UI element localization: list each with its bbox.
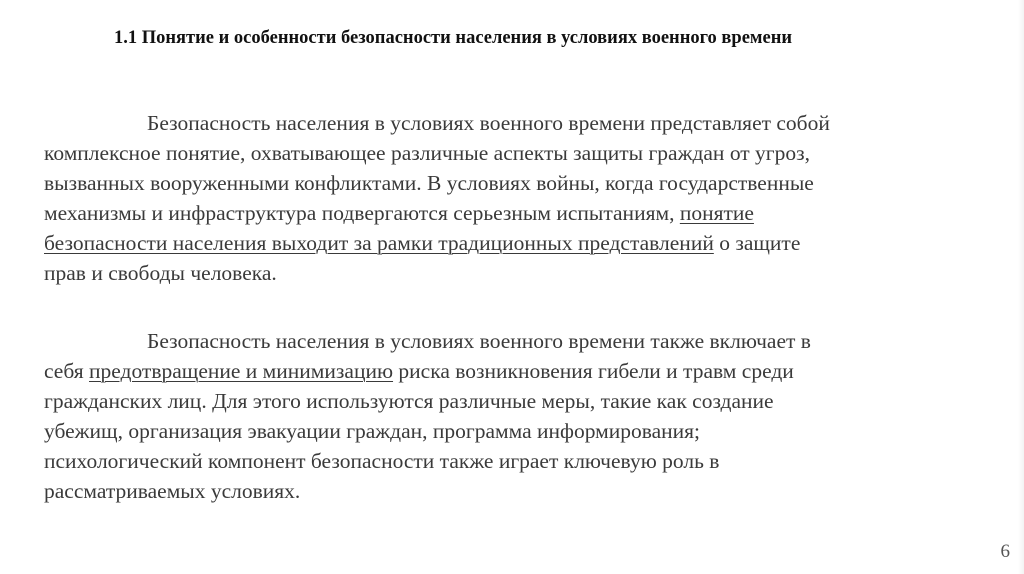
text-run: вызванных вооруженными конфликтами. В условиях войны, когда государственные <box>44 171 814 195</box>
slide-title: 1.1 Понятие и особенности безопасности населения в условиях военного времени <box>114 28 793 48</box>
text-run: Безопасность населения в условиях военного времени представляет собой <box>147 111 830 135</box>
paragraph-line <box>44 416 974 446</box>
paragraph-line <box>44 386 974 416</box>
paragraph-line <box>44 446 974 476</box>
paragraph-line <box>44 108 974 138</box>
paragraph-2 <box>44 326 974 506</box>
text-run: прав и свободы человека. <box>44 261 277 285</box>
paragraph-line <box>44 258 974 288</box>
paragraph-line <box>44 138 974 168</box>
text-run: убежищ, организация эвакуации граждан, программа информирования; <box>44 419 701 443</box>
underlined-phrase: понятие <box>679 201 754 225</box>
paragraph-line <box>44 168 974 198</box>
text-run: себя <box>44 359 90 383</box>
text-run: риска возникновения гибели и травм среди <box>393 359 794 383</box>
underlined-phrase: предотвращение и минимизацию <box>89 359 394 383</box>
paragraph-line <box>44 228 974 258</box>
text-run: о защите <box>713 231 801 255</box>
text-run: психологический компонент безопасности также играет ключевую роль в <box>44 449 720 473</box>
slide-edge-shadow <box>1018 0 1024 574</box>
text-run: гражданских лиц. Для этого используются различные меры, такие как создание <box>44 389 774 413</box>
text-run: рассматриваемых условиях. <box>44 479 301 503</box>
text-run: механизмы и инфраструктура подвергаются серьезным испытаниям, <box>44 201 680 225</box>
paragraph-line <box>44 356 974 386</box>
paragraph-line <box>44 326 974 356</box>
text-run: комплексное понятие, охватывающее различные аспекты защиты граждан от угроз, <box>44 141 810 165</box>
page-number: 6 <box>1000 541 1010 562</box>
paragraph-line <box>44 476 974 506</box>
underlined-phrase: безопасности населения выходит за рамки традиционных представлений <box>44 231 714 255</box>
text-run: Безопасность населения в условиях военного времени также включает в <box>147 329 811 353</box>
paragraph-line <box>44 198 974 228</box>
paragraph-1 <box>44 108 974 288</box>
